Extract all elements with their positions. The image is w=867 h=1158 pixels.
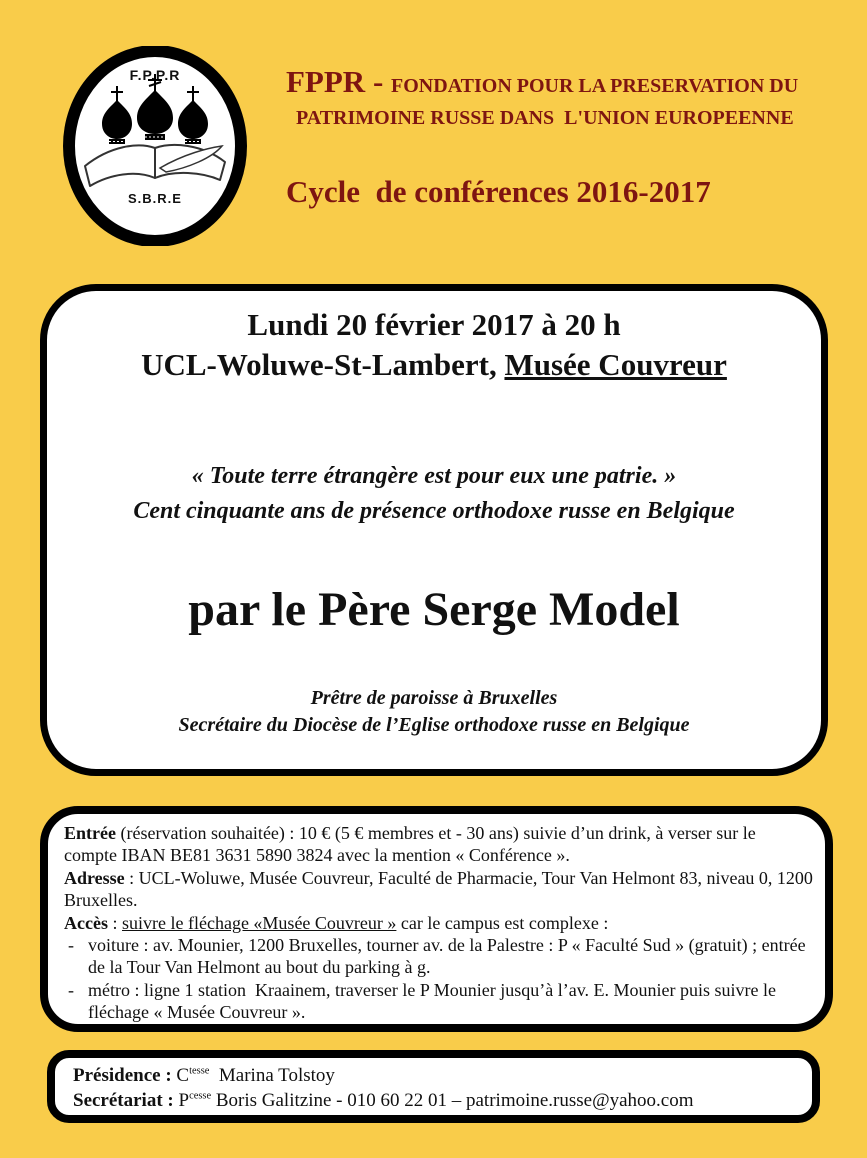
list-item-metro: [64, 979, 813, 1024]
event-venue-name: Musée Couvreur: [504, 347, 727, 382]
org-name-rest: FONDATION POUR LA PRESERVATION DU: [391, 75, 799, 97]
speaker-name: par le Père Serge Model: [188, 583, 680, 636]
presidence-line: [73, 1063, 802, 1088]
acces-rest: car le campus est complexe :: [396, 912, 609, 933]
logo-bottom-label: S.B.R.E: [128, 191, 182, 206]
presidence-title: C: [176, 1065, 190, 1086]
org-logo: [60, 46, 250, 246]
bullet-dash-icon: -: [68, 935, 74, 956]
secretariat-label: Secrétariat :: [73, 1090, 179, 1111]
presidence-name: Marina Tolstoy: [209, 1065, 335, 1086]
acces-underlined-text: suivre le fléchage «Musée Couvreur »: [122, 912, 397, 933]
org-name-line1: [286, 64, 831, 104]
bullet-text-metro: métro : ligne 1 station Kraainem, traverser le P Mounier jusqu’à l’av. E. Mounier puis suivre le fléchage « Musée Couvreur ».: [88, 979, 781, 1023]
adresse-text: : UCL-Woluwe, Musée Couvreur, Faculté de Pharmacie, Tour Van Helmont 83, niveau 0, 1200 Bruxelles.: [64, 867, 818, 911]
speaker-role-2: Secrétaire du Diocèse de l’Eglise orthodoxe russe en Belgique: [178, 714, 690, 736]
org-logo-graphic: [60, 46, 250, 246]
entree-label: Entrée: [64, 823, 116, 843]
secretariat-line: [73, 1088, 802, 1113]
adresse-label: Adresse: [64, 867, 125, 888]
secretariat-title-superscript: cesse: [189, 1090, 212, 1102]
logo-top-label: F.P.P.R: [129, 67, 181, 83]
speaker-role-1: Prêtre de paroisse à Bruxelles: [310, 687, 558, 709]
event-quote: « Toute terre étrangère est pour eux une patrie. »: [191, 463, 677, 489]
acces-label: Accès: [64, 912, 108, 933]
bullet-text-voiture: voiture : av. Mounier, 1200 Bruxelles, tourner av. de la Palestre : P « Faculté Sud » (gratuit) ; entrée de la Tour Van Helmont au bout du parking à g.: [88, 935, 811, 978]
org-abbreviation: FPPR -: [286, 64, 392, 99]
secretariat-title: P: [178, 1090, 190, 1111]
secretariat-name: Boris Galitzine - 010 60 22 01 – patrimoine.russe@yahoo.com: [211, 1090, 694, 1111]
contact-box: [47, 1050, 820, 1123]
adresse-paragraph: [64, 867, 818, 912]
cycle-title: Cycle de conférences 2016-2017: [286, 174, 711, 209]
entree-paragraph: [64, 822, 813, 867]
list-item-voiture: [64, 934, 813, 979]
org-name-line2: PATRIMOINE RUSSE DANS L'UNION EUROPEENNE: [296, 107, 794, 129]
info-box: [40, 806, 833, 1032]
event-venue: [47, 345, 821, 385]
event-date: Lundi 20 février 2017 à 20 h: [247, 307, 621, 342]
presidence-title-superscript: tesse: [189, 1065, 210, 1077]
event-box: [40, 284, 828, 776]
speaker-roles: [47, 685, 821, 739]
event-venue-prefix: UCL-Woluwe-St-Lambert,: [141, 347, 505, 382]
acces-separator: :: [107, 912, 122, 933]
event-subtitle: Cent cinquante ans de présence orthodoxe russe en Belgique: [133, 498, 735, 524]
presidence-label: Présidence :: [73, 1065, 177, 1086]
acces-paragraph: [64, 912, 813, 934]
entree-text: (réservation souhaitée) : 10 € (5 € membres et - 30 ans) suivie d’un drink, à verser sur le compte IBAN BE81 3631 5890 3824 avec la mention « Conférence ».: [64, 823, 761, 866]
org-title-block: [286, 64, 831, 132]
bullet-dash-icon: -: [68, 979, 74, 1000]
